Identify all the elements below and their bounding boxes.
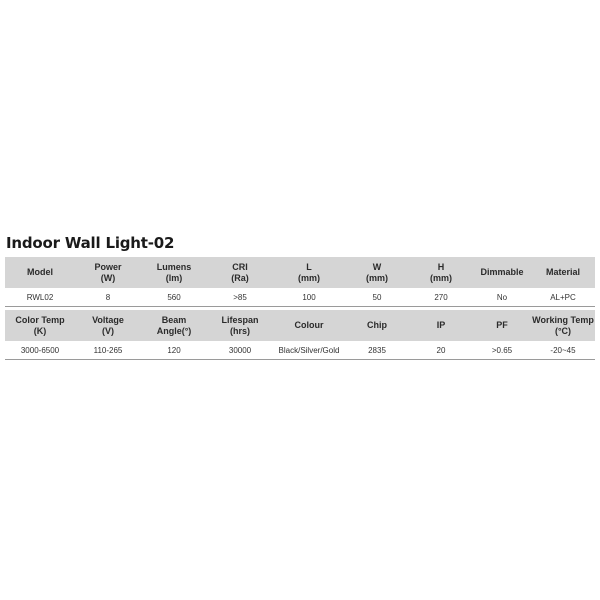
- spec-table: [5, 257, 595, 360]
- header-cell-lumens: Lumens (lm): [141, 257, 207, 288]
- value-cell: No: [496, 292, 508, 302]
- value-row-2: [5, 341, 595, 359]
- header-cell-length: L (mm): [273, 257, 345, 288]
- header-cell-color-temp: Color Temp (K): [5, 310, 75, 341]
- value-cell: -20~45: [550, 345, 576, 355]
- divider: [5, 359, 595, 360]
- value-cell: 8: [105, 292, 111, 302]
- header-cell-model: Model: [5, 257, 75, 288]
- page-title: Indoor Wall Light-02: [6, 234, 175, 252]
- header-cell-lifespan: Lifespan (hrs): [207, 310, 273, 341]
- value-cell: 20: [436, 345, 446, 355]
- value-cell: >0.65: [491, 345, 513, 355]
- value-cell: 2835: [368, 345, 386, 355]
- header-cell-chip: Chip: [345, 310, 409, 341]
- header-cell-width: W (mm): [345, 257, 409, 288]
- header-cell-dimmable: Dimmable: [473, 257, 531, 288]
- value-cell: Black/Silver/Gold: [278, 345, 340, 355]
- value-cell: 100: [302, 292, 316, 302]
- header-cell-height: H (mm): [409, 257, 473, 288]
- header-cell-ip: IP: [409, 310, 473, 341]
- header-cell-pf: PF: [473, 310, 531, 341]
- value-cell: RWL02: [26, 292, 54, 302]
- header-cell-material: Material: [531, 257, 595, 288]
- header-cell-working-temp: Working Temp (°C): [531, 310, 595, 341]
- value-cell: 110-265: [93, 345, 123, 355]
- header-cell-cri: CRI (Ra): [207, 257, 273, 288]
- header-row-1: [5, 257, 595, 288]
- value-cell: 30000: [228, 345, 252, 355]
- header-cell-colour: Colour: [273, 310, 345, 341]
- value-cell: 120: [167, 345, 181, 355]
- value-row-1: [5, 288, 595, 306]
- header-cell-voltage: Voltage (V): [75, 310, 141, 341]
- value-cell: >85: [233, 292, 247, 302]
- value-cell: 3000-6500: [20, 345, 60, 355]
- value-cell: 50: [372, 292, 382, 302]
- value-cell: 270: [434, 292, 448, 302]
- header-cell-power: Power (W): [75, 257, 141, 288]
- value-cell: AL+PC: [550, 292, 576, 302]
- value-cell: 560: [167, 292, 181, 302]
- header-row-2: [5, 310, 595, 341]
- header-cell-beam-angle: Beam Angle(°): [141, 310, 207, 341]
